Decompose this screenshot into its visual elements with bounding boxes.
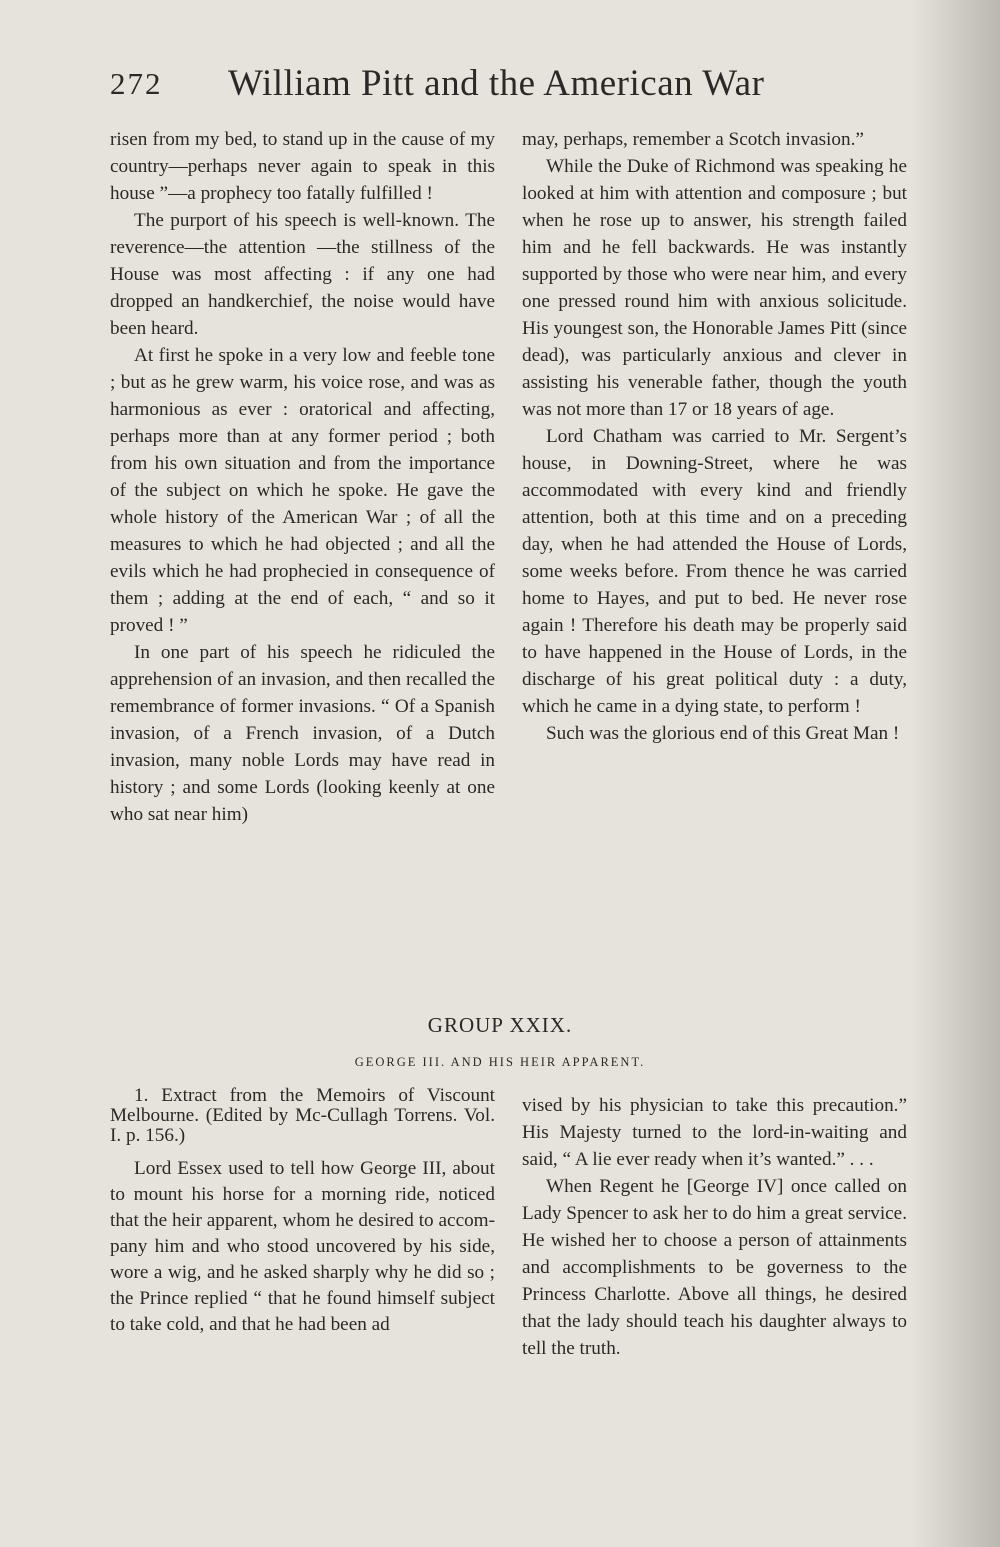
- page-edge-shadow: [910, 0, 1000, 1547]
- paragraph: Lord Chatham was carried to Mr. Sergent’s house, in Downing-Street, where he was accommodated with every kind and friendly attention, both at this time and on a preceding day, when he had attended the House of Lords, some weeks before. From thence he was carried home to Hayes, and put to bed. He never rose again ! Therefore his death may be properly said to have happened in the House of Lords, in the discharge of his great political duty : a duty, which he came in a dying state, to perform !: [522, 426, 907, 717]
- paragraph: In one part of his speech he ridiculed the apprehension of an invasion, and then recalled the remembrance of former invasions. “ Of a Spanish invasion, of a French invasion, of a Dutch invasion, many noble Lords may have read in history ; and some Lords (looking keenly at one who sat near him): [110, 642, 495, 825]
- group-subtitle: GEORGE III. AND HIS HEIR APPARENT.: [354, 1055, 646, 1069]
- upper-left-column: [110, 126, 495, 828]
- source-number: 1.: [134, 1085, 149, 1106]
- paragraph: risen from my bed, to stand up in the cause of my country—perhaps never again to speak in this house ”—a prophecy too fatally fulfilled !: [110, 129, 495, 204]
- paragraph: The purport of his speech is well-known. The reverence—the attention —the stillness of the House was most affecting : if any one had dropped an handkerchief, the noise would have been heard.: [110, 210, 495, 339]
- lower-left-column: [110, 1086, 495, 1338]
- group-title: GROUP XXIX.: [427, 1013, 573, 1037]
- source-text: Extract from the Memoirs of Viscount Melbourne. (Edited by Mc-Cullagh Torrens. Vol. I. p. 156.): [110, 1085, 496, 1146]
- page-header: [110, 62, 800, 112]
- paragraph: vised by his physician to take this precaution.” His Majesty turned to the lord-in-waiting and said, “ A lie ever ready when it’s wanted.” . . .: [522, 1095, 907, 1170]
- lower-right-column: [522, 1092, 907, 1362]
- paragraph: While the Duke of Richmond was speaking he looked at him with attention and composure ; but when he rose up to answer, his strength failed him and he fell backwards. He was instantly supported by those who were near him, and every one pressed round him with anxious solicitude. His youngest son, the Honorable James Pitt (since dead), was particularly anxious and clever in assisting his venerable father, though the youth was not more than 17 or 18 years of age.: [522, 156, 907, 420]
- source-citation: [110, 1086, 495, 1146]
- paragraph: may, perhaps, remember a Scotch invasion.”: [522, 129, 864, 150]
- running-title: William Pitt and the American War: [228, 63, 765, 104]
- page-number: 272: [110, 66, 163, 101]
- paragraph: When Regent he [George IV] once called on Lady Spencer to ask her to do him a great service. He wished her to choose a person of attainments and accomplishments to be governess to the Princess Charlotte. Above all things, he desired that the lady should teach his daughter always to tell the truth.: [522, 1176, 907, 1359]
- paragraph: Lord Essex used to tell how George III, about to mount his horse for a morning ride, noticed that the heir apparent, whom he desired to accompany him and who stood uncovered by his side, wore a wig, and he asked sharply why he did so ; the Prince replied “ that he found himself subject to take cold, and that he had been ad: [110, 1158, 495, 1335]
- paragraph: At first he spoke in a very low and feeble tone ; but as he grew warm, his voice rose, and was as harmonious as ever : oratorical and affecting, perhaps more than at any former period ; both from his own situation and from the importance of the subject on which he spoke. He gave the whole history of the American War ; of all the measures to which he had objected ; and all the evils which he had prophecied in consequence of them ; adding at the end of each, “ and so it proved ! ”: [110, 345, 495, 636]
- paragraph: Such was the glorious end of this Great Man !: [546, 723, 900, 744]
- upper-right-column: [522, 126, 907, 747]
